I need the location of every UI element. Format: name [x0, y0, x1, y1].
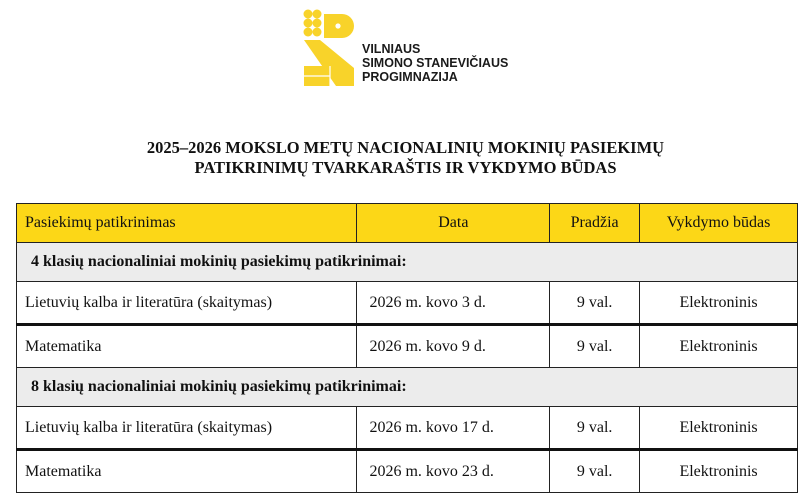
table-row: [17, 325, 798, 368]
column-header: Pasiekimų patikrinimas: [17, 204, 357, 243]
column-header: Pradžia: [550, 204, 640, 243]
cell-mode: Elektroninis: [640, 282, 798, 325]
cell-test: Lietuvių kalba ir literatūra (skaitymas): [17, 282, 357, 325]
table-row: [17, 407, 798, 450]
cell-start: 9 val.: [550, 325, 640, 368]
section-heading: 4 klasių nacionaliniai mokinių pasiekimų patikrinimai:: [17, 243, 798, 282]
cell-date: 2026 m. kovo 9 d.: [357, 325, 550, 368]
section-row: [17, 368, 798, 407]
column-header: Data: [357, 204, 550, 243]
title-line: 2025–2026 MOKSLO METŲ NACIONALINIŲ MOKINIŲ PASIEKIMŲ: [146, 138, 665, 157]
school-name-line: PROGIMNAZIJA: [362, 70, 458, 84]
cell-date: 2026 m. kovo 23 d.: [357, 450, 550, 493]
table-row: [17, 282, 798, 325]
page-title: [0, 138, 811, 178]
school-name-line: SIMONO STANEVIČIAUS: [362, 56, 509, 70]
school-logo-icon: [302, 8, 364, 88]
table-header: [17, 204, 798, 243]
section-row: [17, 243, 798, 282]
column-header: Vykdymo būdas: [640, 204, 798, 243]
cell-date: 2026 m. kovo 3 d.: [357, 282, 550, 325]
cell-test: Matematika: [17, 450, 357, 493]
school-name-line: VILNIAUS: [362, 42, 421, 56]
cell-start: 9 val.: [550, 282, 640, 325]
cell-mode: Elektroninis: [640, 450, 798, 493]
cell-start: 9 val.: [550, 407, 640, 450]
table-row: [17, 450, 798, 493]
cell-mode: Elektroninis: [640, 325, 798, 368]
section-heading: 8 klasių nacionaliniai mokinių pasiekimų patikrinimai:: [17, 368, 798, 407]
cell-mode: Elektroninis: [640, 407, 798, 450]
cell-test: Matematika: [17, 325, 357, 368]
schedule-table: [16, 203, 798, 493]
title-line: PATIKRINIMŲ TVARKARAŠTIS IR VYKDYMO BŪDAS: [194, 158, 617, 177]
cell-date: 2026 m. kovo 17 d.: [357, 407, 550, 450]
cell-start: 9 val.: [550, 450, 640, 493]
school-name: [362, 42, 508, 84]
cell-test: Lietuvių kalba ir literatūra (skaitymas): [17, 407, 357, 450]
